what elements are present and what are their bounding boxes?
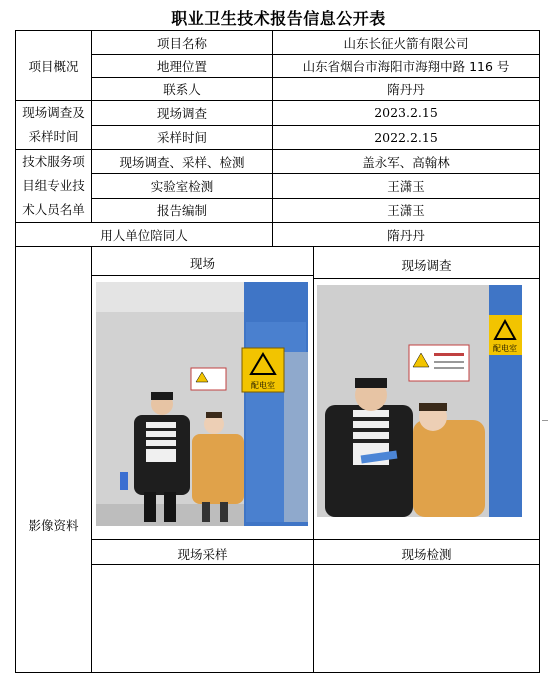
images-label: 影像资料 (16, 247, 92, 673)
accompany-label: 用人单位陪同人 (16, 223, 273, 247)
sign-text-1: 配电室 (251, 381, 275, 390)
margin-mark (542, 420, 548, 421)
info-table (15, 30, 540, 673)
images-area (92, 247, 540, 673)
field-report: 报告编制 (92, 198, 273, 222)
survey-label-line1: 现场调查及 (22, 105, 85, 120)
caption-sampling: 现场采样 (177, 547, 228, 562)
field-lab-test: 实验室检测 (92, 174, 273, 198)
caption-site-survey: 现场调查 (401, 258, 452, 273)
staff-label-line2: 目组专业技 (22, 178, 85, 193)
survey-label-line2: 采样时间 (28, 129, 79, 144)
staff-label-line3: 术人员名单 (22, 202, 85, 217)
value-contact: 隋丹丹 (273, 78, 540, 101)
document-title: 职业卫生技术报告信息公开表 (171, 9, 386, 28)
caption-testing: 现场检测 (401, 547, 452, 562)
field-project-name: 项目名称 (92, 31, 273, 55)
value-project-name: 山东长征火箭有限公司 (273, 31, 540, 55)
field-contact: 联系人 (92, 78, 273, 101)
staff-label (16, 150, 92, 223)
value-lab-test: 王潇玉 (273, 174, 540, 198)
field-location: 地理位置 (92, 55, 273, 78)
overview-label: 项目概况 (16, 31, 92, 101)
value-field-work: 盖永军、高翰林 (273, 150, 540, 174)
accompany-value: 隋丹丹 (273, 223, 540, 247)
value-sampling-date: 2022.2.15 (273, 125, 540, 150)
caption-site: 现场 (189, 256, 215, 271)
site-survey-photo (317, 285, 522, 517)
value-report: 王潇玉 (273, 198, 540, 222)
staff-label-line1: 技术服务项 (22, 154, 85, 169)
field-field-work: 现场调查、采样、检测 (92, 150, 273, 174)
sign-text-2: 配电室 (493, 344, 517, 353)
value-survey-date: 2023.2.15 (273, 101, 540, 126)
field-sampling: 采样时间 (92, 125, 273, 150)
survey-label (16, 101, 92, 150)
value-location: 山东省烟台市海阳市海翔中路 116 号 (273, 55, 540, 78)
site-photo (96, 282, 308, 526)
field-survey: 现场调查 (92, 101, 273, 126)
